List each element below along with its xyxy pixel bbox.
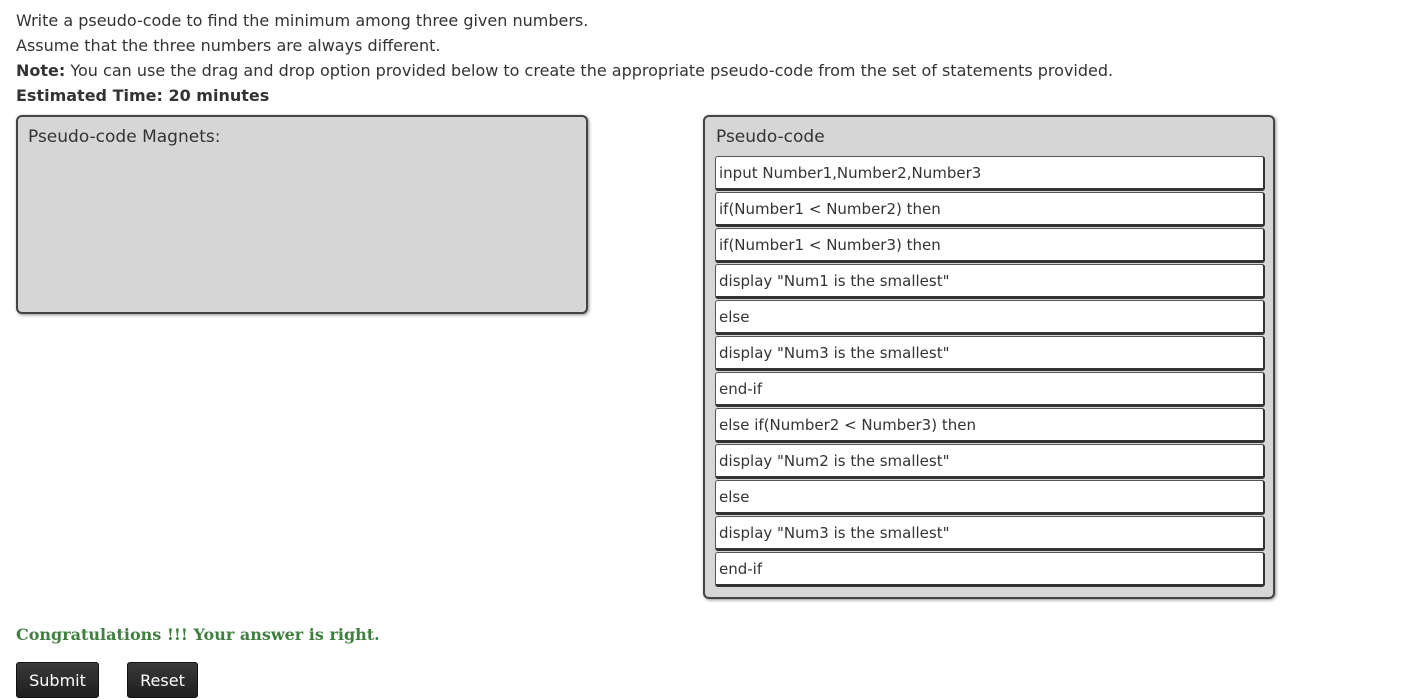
estimated-time: Estimated Time: 20 minutes [16,86,270,105]
note-label: Note: [16,61,66,80]
pseudo-code-magnet[interactable]: else [715,480,1265,515]
pseudo-code-list [715,156,1265,588]
note-line [16,58,1113,83]
pseudo-code-magnet[interactable]: if(Number1 < Number3) then [715,228,1265,263]
pseudo-code-magnet[interactable]: display "Num1 is the smallest" [715,264,1265,299]
instructions [16,8,1113,108]
pseudo-code-panel-title: Pseudo-code [716,127,825,147]
note-text: You can use the drag and drop option provided below to create the appropriate pseudo-code from the set of statements provided. [65,61,1114,80]
estimated-time-line [16,83,1113,108]
pseudo-code-magnet[interactable]: else [715,300,1265,335]
reset-button[interactable]: Reset [127,662,198,698]
pseudo-code-magnet[interactable]: display "Num3 is the smallest" [715,516,1265,551]
magnets-panel-title: Pseudo-code Magnets: [28,127,221,147]
instruction-line-2: Assume that the three numbers are always different. [16,36,441,55]
pseudo-code-magnet[interactable]: if(Number1 < Number2) then [715,192,1265,227]
pseudo-code-magnet[interactable]: end-if [715,552,1265,587]
pseudo-code-magnet[interactable]: end-if [715,372,1265,407]
instruction-line-1: Write a pseudo-code to find the minimum among three given numbers. [16,11,589,30]
pseudo-code-magnet[interactable]: input Number1,Number2,Number3 [715,156,1265,191]
pseudo-code-magnet[interactable]: display "Num3 is the smallest" [715,336,1265,371]
pseudo-code-panel[interactable] [703,115,1275,599]
submit-button[interactable]: Submit [16,662,99,698]
result-message: Congratulations !!! Your answer is right. [16,625,380,644]
pseudo-code-magnet[interactable]: display "Num2 is the smallest" [715,444,1265,479]
magnets-panel[interactable] [16,115,588,314]
pseudo-code-magnet[interactable]: else if(Number2 < Number3) then [715,408,1265,443]
